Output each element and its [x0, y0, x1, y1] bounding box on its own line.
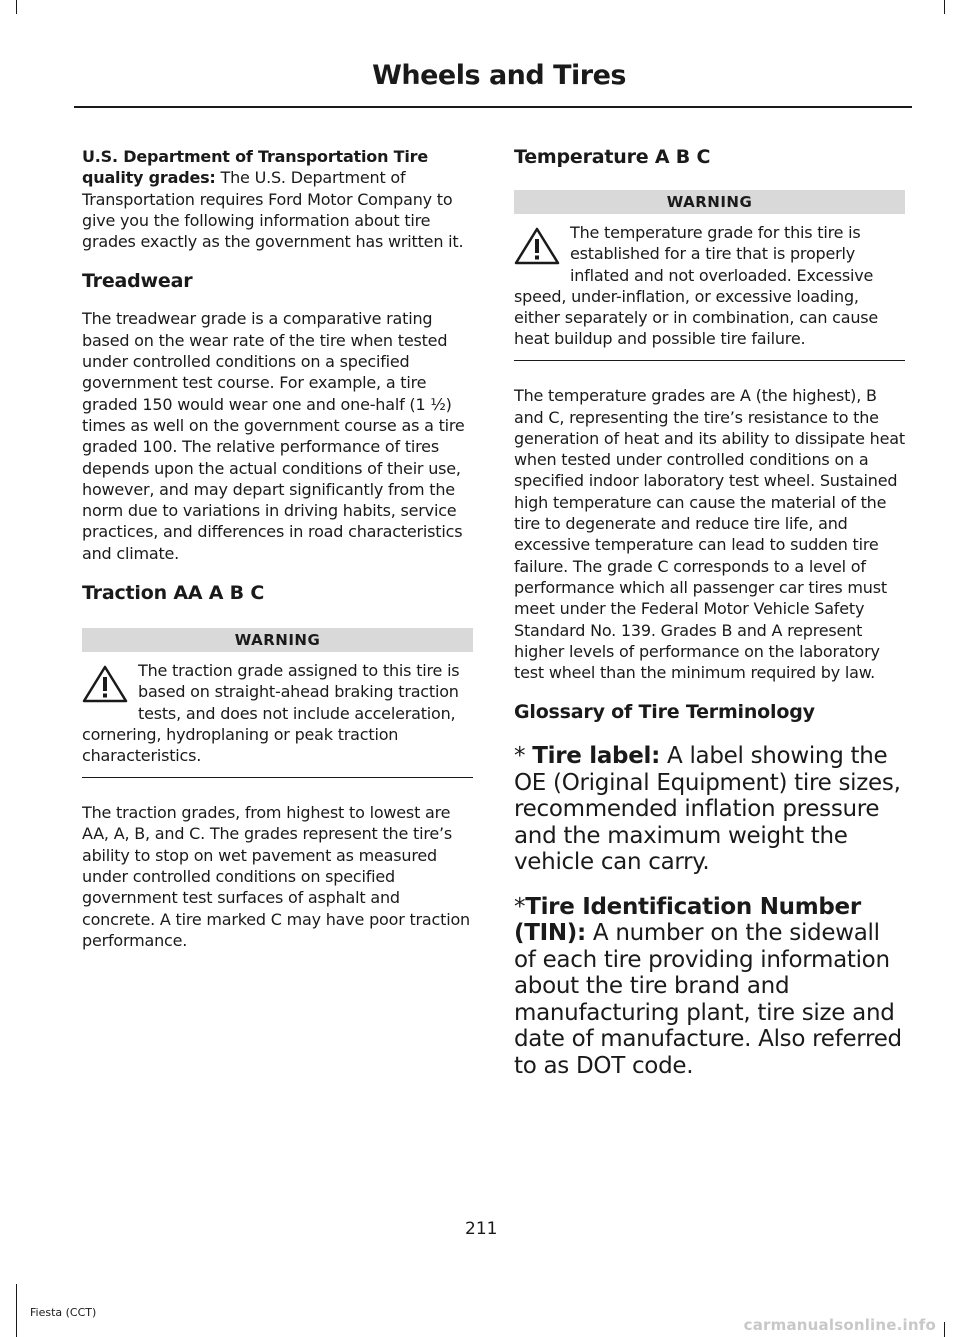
page-number: 211 [465, 1219, 498, 1239]
treadwear-paragraph: The treadwear grade is a comparative rating based on the wear rate of the tire when tested under controlled conditions on a specified government test course. For example, a tire graded 150 would wear one and one-half (1 ½) times as well on the government course as a tire graded 100. The relative performance of tires depends upon the actual conditions of their use, however, and may depart significantly from the norm due to variations in driving habits, service practices, and differences in road characteristics and climate. [82, 309, 465, 563]
tire-label-definition: A label showing the OE (Original Equipment) tire sizes, recommended inflation pressure and the maximum weight the vehicle can carry. [514, 743, 901, 876]
intro-bold-lead: U.S. Department of Transportation Tire quality grades: [82, 147, 428, 188]
tin-term: Tire Identification Number (TIN): [514, 893, 861, 947]
page-title: Wheels and Tires [372, 60, 626, 91]
warning-header: WARNING [514, 190, 905, 214]
watermark: carmanualsonline.info [743, 1316, 936, 1334]
temperature-warning-text: The temperature grade for this tire is established for a tire that is properly inflated and not overloaded. Excessive speed, under-inflation, or excessive loading, either separately or in combination, can cause heat buildup and possible tire failure. [514, 223, 879, 349]
intro-paragraph [82, 146, 473, 252]
traction-heading: Traction AA A B C [82, 582, 265, 605]
crop-mark-bottom-right [944, 1322, 945, 1337]
intro-text: The U.S. Department of Transportation requires Ford Motor Company to give you the following information about tire grades exactly as the government has written it. [82, 168, 464, 252]
tire-label-term: Tire label: [532, 743, 660, 770]
left-column [82, 146, 473, 969]
tin-prefix: * [514, 893, 526, 920]
crop-mark-top-left [16, 0, 17, 14]
temperature-warning [514, 222, 905, 350]
header-divider [74, 106, 912, 108]
tin-definition: A number on the sidewall of each tire providing information about the tire brand and manufacturing plant, tire size and date of manufacture. Also referred to as DOT code. [514, 920, 902, 1079]
traction-paragraph: The traction grades, from highest to lowest are AA, A, B, and C. The grades represent the tire’s ability to stop on wet pavement as measured under controlled conditions on specified government test surfaces of asphalt and concrete. A tire marked C may have poor traction performance. [82, 803, 470, 950]
glossary-tire-label [514, 743, 905, 876]
right-column [514, 146, 905, 1097]
warning-header: WARNING [82, 628, 473, 652]
temperature-heading: Temperature A B C [514, 146, 711, 168]
temperature-paragraph: The temperature grades are A (the highest), B and C, representing the tire’s resistance to the generation of heat and its ability to dissipate heat when tested under controlled conditions on a specified indoor laboratory test wheel. Sustained high temperature can cause the material of the tire to degenerate and reduce tire life, and excessive temperature can lead to sudden tire failure. The grade C corresponds to a level of performance which all passenger car tires must meet under the Federal Motor Vehicle Safety Standard No. 139. Grades B and A represent higher levels of performance on the laboratory test wheel than the minimum required by law. [514, 386, 905, 683]
traction-warning-text: The traction grade assigned to this tire is based on straight-ahead braking traction tests, and does not include acceleration, cornering, hydroplaning or peak traction characteristics. [82, 661, 460, 766]
traction-warning [82, 660, 473, 766]
treadwear-heading: Treadwear [82, 270, 193, 293]
vehicle-model: Fiesta (CCT) [30, 1306, 97, 1319]
glossary-heading: Glossary of Tire Terminology [514, 701, 815, 724]
crop-mark-top-right [944, 0, 945, 14]
warning-triangle-icon [514, 226, 560, 266]
warning-divider [514, 360, 905, 362]
tire-label-prefix: * [514, 743, 533, 770]
crop-mark-bottom-left [16, 1284, 17, 1337]
warning-triangle-icon [82, 664, 128, 704]
warning-divider [82, 777, 473, 779]
glossary-tin [514, 894, 905, 1080]
